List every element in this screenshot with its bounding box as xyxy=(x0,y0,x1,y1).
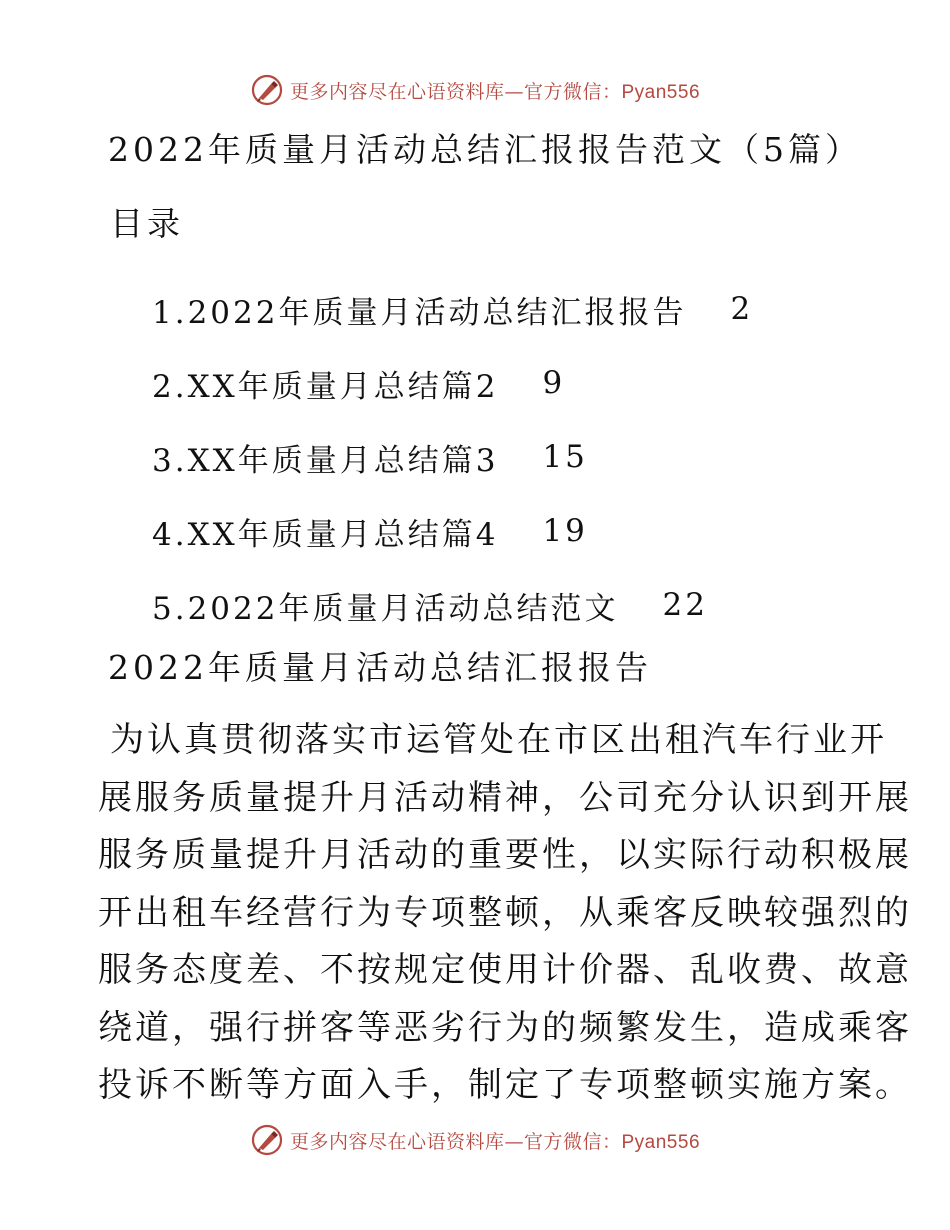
paragraph-line: 开出租车经营行为专项整顿，从乘客反映较强烈的 xyxy=(98,892,912,933)
toc-item[interactable] xyxy=(152,494,753,568)
paragraph-line: 投诉不断等方面入手，制定了专项整顿实施方案。 xyxy=(98,1065,912,1105)
toc-item-label: 4.XX年质量月总结篇4 xyxy=(152,516,499,553)
toc-heading: 目录 xyxy=(110,204,184,243)
body-paragraph xyxy=(98,712,912,1115)
watermark-banner-top xyxy=(0,70,950,110)
document-title: 2022年质量月活动总结汇报报告范文（5篇） xyxy=(108,130,862,169)
toc-item-page: 9 xyxy=(542,365,566,401)
watermark-text: 更多内容尽在心语资料库—官方微信：Pyan556 xyxy=(289,1130,701,1153)
paragraph-line: 绕道，强行拼客等恶劣行为的频繁发生，造成乘客 xyxy=(98,1007,912,1048)
toc-item-page: 2 xyxy=(730,291,754,327)
pen-logo-icon xyxy=(250,1123,284,1157)
toc-item-label: 1.2022年质量月活动总结汇报报告 xyxy=(152,294,687,331)
section-heading: 2022年质量月活动总结汇报报告 xyxy=(108,648,652,687)
paragraph-line: 服务态度差、不按规定使用计价器、乱收费、故意 xyxy=(98,950,912,990)
watermark-banner-bottom xyxy=(0,1120,950,1160)
toc-item[interactable] xyxy=(152,420,753,494)
watermark-text: 更多内容尽在心语资料库—官方微信：Pyan556 xyxy=(289,80,701,103)
toc-item-page: 22 xyxy=(662,587,708,623)
toc-item[interactable] xyxy=(152,346,753,420)
pen-logo-icon xyxy=(250,73,284,107)
toc-item-page: 19 xyxy=(542,513,588,549)
paragraph-line: 服务质量提升月活动的重要性，以实际行动积极展 xyxy=(98,835,912,875)
toc-item-label: 2.XX年质量月总结篇2 xyxy=(152,368,499,405)
toc-item-page: 15 xyxy=(542,439,588,475)
toc-item[interactable] xyxy=(152,568,753,642)
paragraph-line: 展服务质量提升月活动精神，公司充分认识到开展 xyxy=(98,777,912,818)
toc-item-label: 3.XX年质量月总结篇3 xyxy=(152,442,499,479)
paragraph-line: 为认真贯彻落实市运管处在市区出租汽车行业开 xyxy=(110,720,887,760)
toc-item-label: 5.2022年质量月活动总结范文 xyxy=(152,590,619,627)
table-of-contents xyxy=(152,272,753,642)
toc-item[interactable] xyxy=(152,272,753,346)
